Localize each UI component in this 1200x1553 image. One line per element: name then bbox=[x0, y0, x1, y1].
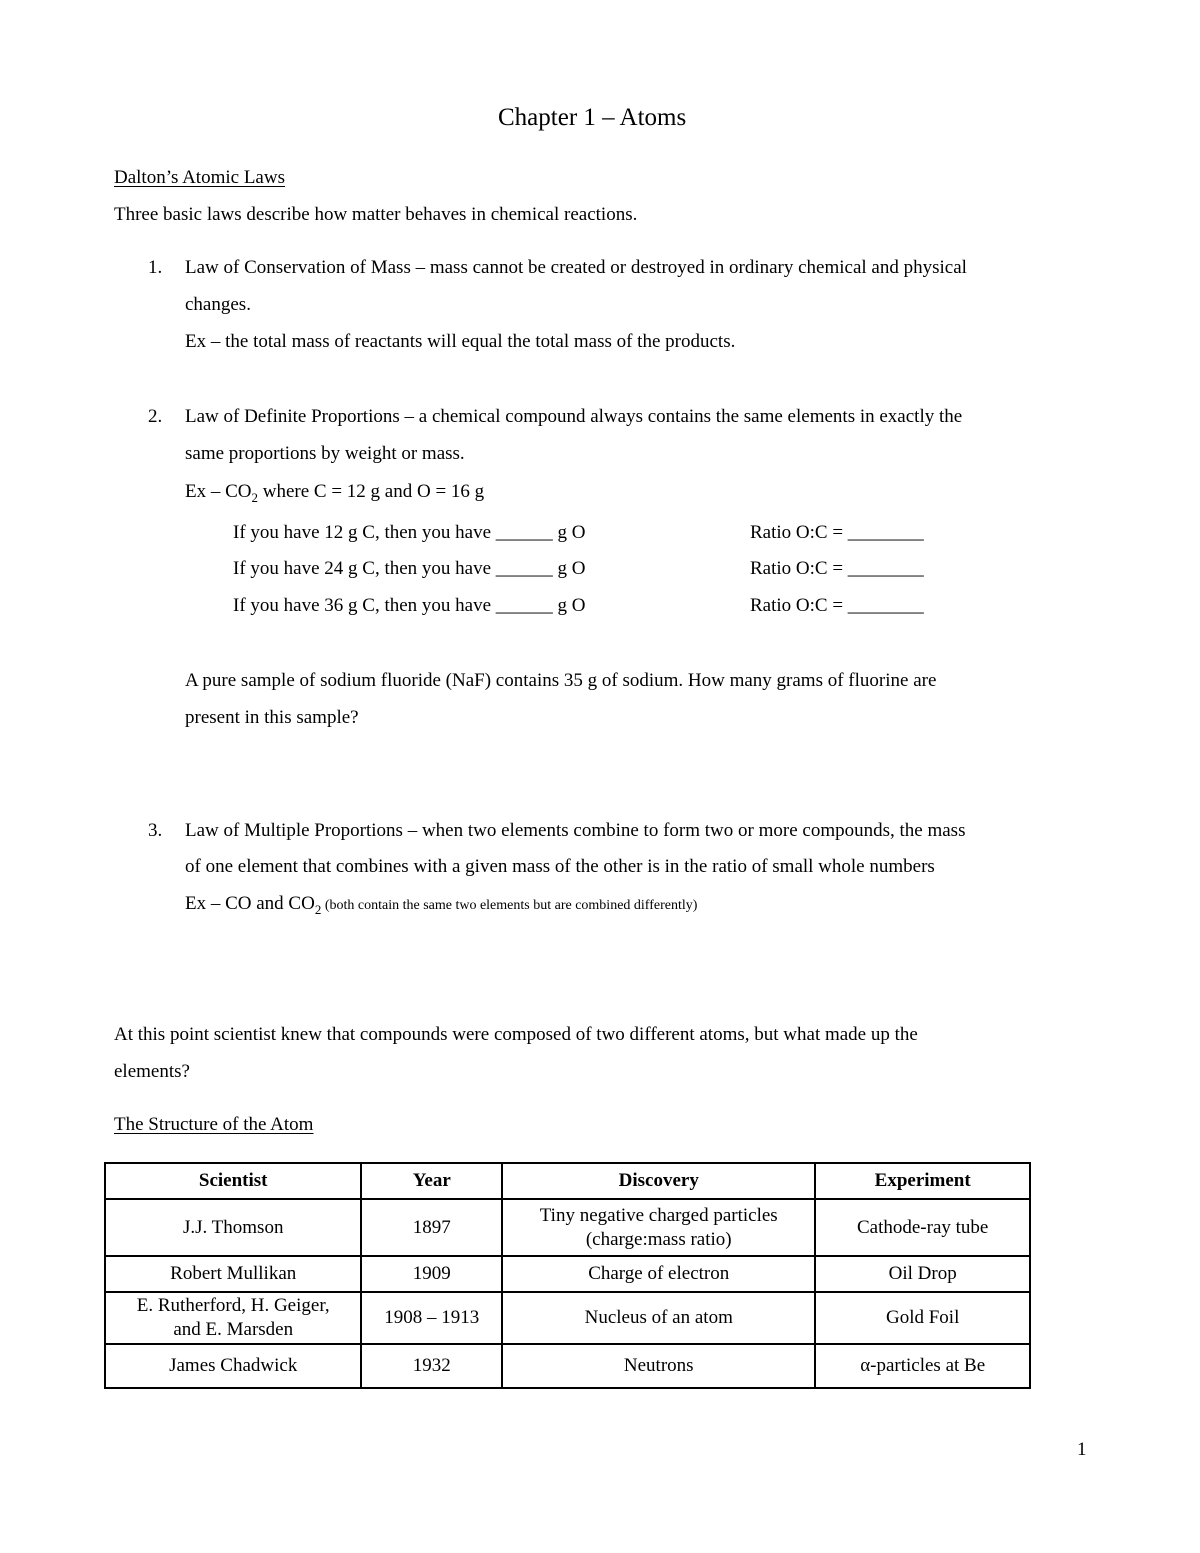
cell-scientist: James Chadwick bbox=[105, 1344, 361, 1388]
table-header-row bbox=[105, 1163, 1030, 1199]
law2-line2: same proportions by weight or mass. bbox=[185, 443, 465, 464]
ratio-row-left: If you have 24 g C, then you have ______ g O bbox=[233, 558, 586, 579]
cell-discovery: Nucleus of an atom bbox=[502, 1292, 815, 1344]
cell-discovery: Charge of electron bbox=[502, 1256, 815, 1292]
list-number-1: 1. bbox=[148, 257, 163, 278]
table-row bbox=[105, 1344, 1030, 1388]
intro-text: Three basic laws describe how matter behaves in chemical reactions. bbox=[114, 204, 638, 225]
table-row bbox=[105, 1199, 1030, 1256]
page-title: Chapter 1 – Atoms bbox=[498, 104, 687, 131]
cell-year: 1932 bbox=[361, 1344, 502, 1388]
cell-experiment: α-particles at Be bbox=[815, 1344, 1030, 1388]
law1-line1: Law of Conservation of Mass – mass cannot be created or destroyed in ordinary chemical and physical bbox=[185, 257, 967, 278]
cell-experiment: Oil Drop bbox=[815, 1256, 1030, 1292]
law3-example: Ex – CO and $CO_2$ (both contain the same two elements but are combined differently) bbox=[185, 893, 698, 917]
ratio-row-left: If you have 36 g C, then you have ______ g O bbox=[233, 595, 586, 616]
header-scientist: Scientist bbox=[105, 1163, 361, 1199]
cell-year: 1897 bbox=[361, 1199, 502, 1256]
table-row bbox=[105, 1292, 1030, 1344]
law3-line2: of one element that combines with a given mass of the other is in the ratio of small whole numbers bbox=[185, 856, 935, 877]
header-experiment: Experiment bbox=[815, 1163, 1030, 1199]
header-year: Year bbox=[361, 1163, 502, 1199]
section-heading-structure: The Structure of the Atom bbox=[114, 1114, 314, 1135]
transition-line1: At this point scientist knew that compounds were composed of two different atoms, but what made up the bbox=[114, 1024, 918, 1045]
cell-scientist: E. Rutherford, H. Geiger, and E. Marsden bbox=[105, 1292, 361, 1344]
ratio-row-right: Ratio O:C = ________ bbox=[750, 558, 924, 579]
cell-scientist: J.J. Thomson bbox=[105, 1199, 361, 1256]
ratio-row-right: Ratio O:C = ________ bbox=[750, 595, 924, 616]
naf-question-line2: present in this sample? bbox=[185, 707, 359, 728]
law3-line1: Law of Multiple Proportions – when two elements combine to form two or more compounds, the mass bbox=[185, 820, 966, 841]
law2-line1: Law of Definite Proportions – a chemical compound always contains the same elements in exactly the bbox=[185, 406, 963, 427]
table-row bbox=[105, 1256, 1030, 1292]
ratio-row-left: If you have 12 g C, then you have ______ g O bbox=[233, 522, 586, 543]
section-heading-daltons-laws: Dalton’s Atomic Laws bbox=[114, 167, 285, 188]
naf-question-line1: A pure sample of sodium fluoride (NaF) contains 35 g of sodium. How many grams of fluorine are bbox=[185, 670, 937, 691]
cell-year: 1908 – 1913 bbox=[361, 1292, 502, 1344]
cell-experiment: Cathode-ray tube bbox=[815, 1199, 1030, 1256]
transition-line2: elements? bbox=[114, 1061, 190, 1082]
cell-year: 1909 bbox=[361, 1256, 502, 1292]
scientists-table bbox=[104, 1162, 1031, 1389]
list-number-2: 2. bbox=[148, 406, 163, 427]
law1-line2: changes. bbox=[185, 294, 251, 315]
cell-experiment: Gold Foil bbox=[815, 1292, 1030, 1344]
law2-example: Ex – $CO_2$ where C = 12 g and O = 16 g bbox=[185, 481, 485, 505]
cell-discovery: Tiny negative charged particles (charge:mass ratio) bbox=[502, 1199, 815, 1256]
law1-example: Ex – the total mass of reactants will equal the total mass of the products. bbox=[185, 331, 736, 352]
cell-discovery: Neutrons bbox=[502, 1344, 815, 1388]
list-number-3: 3. bbox=[148, 820, 163, 841]
header-discovery: Discovery bbox=[502, 1163, 815, 1199]
page-number: 1 bbox=[1077, 1439, 1087, 1460]
cell-scientist: Robert Mullikan bbox=[105, 1256, 361, 1292]
ratio-row-right: Ratio O:C = ________ bbox=[750, 522, 924, 543]
